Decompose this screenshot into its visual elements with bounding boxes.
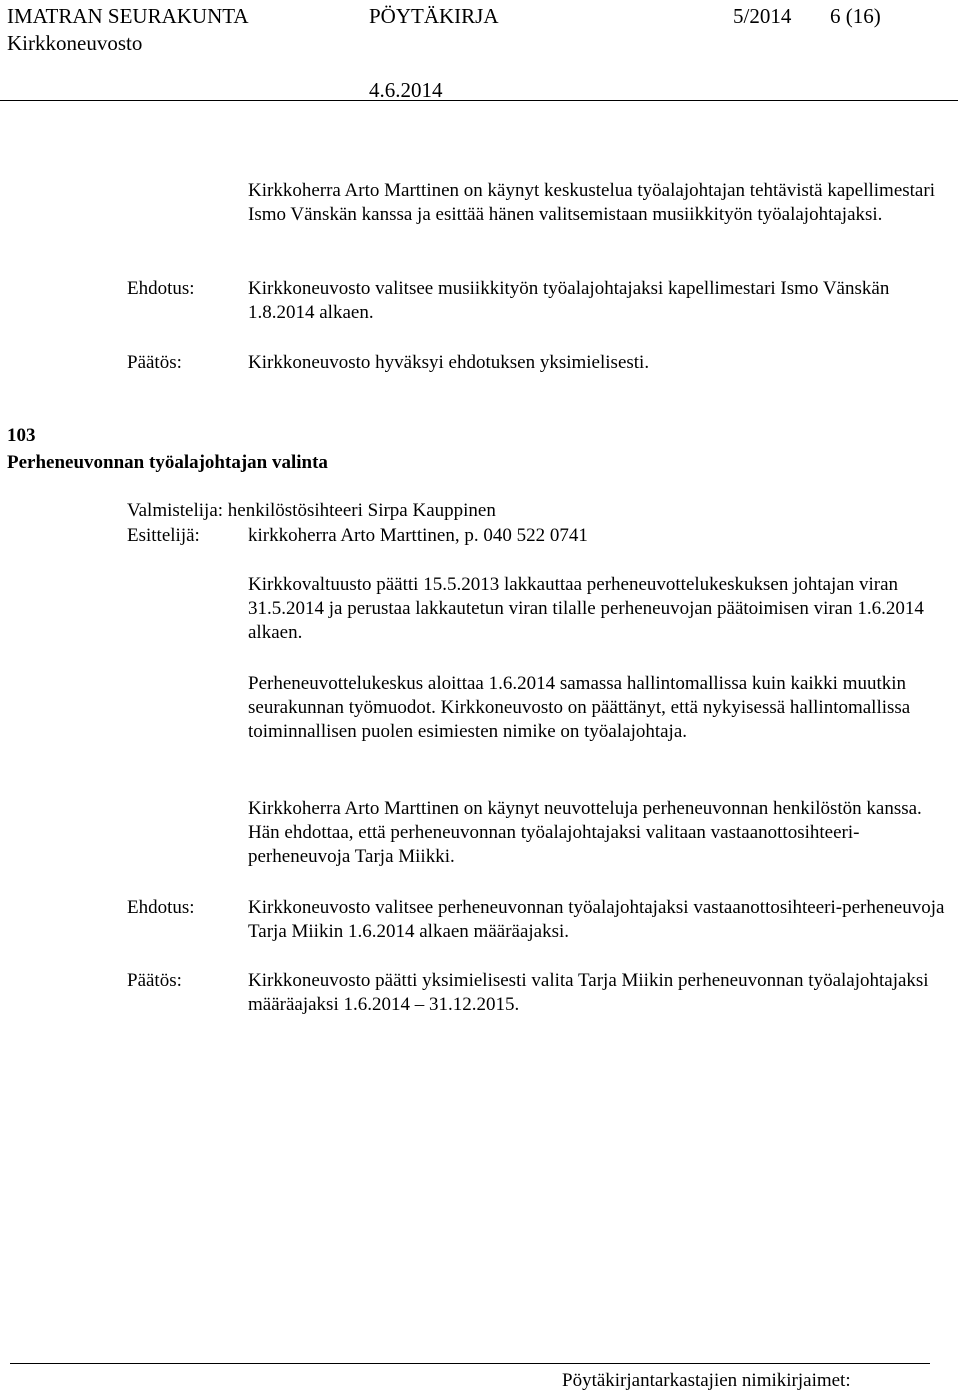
header-divider xyxy=(0,100,958,101)
prev-decision-text: Kirkkoneuvosto hyväksyi ehdotuksen yksimielisesti. xyxy=(248,352,650,373)
proposal-label: Ehdotus: xyxy=(127,897,195,918)
header-date: 4.6.2014 xyxy=(369,78,443,102)
header-org: IMATRAN SEURAKUNTA xyxy=(7,4,249,28)
header-body: Kirkkoneuvosto xyxy=(7,31,143,55)
signature-line xyxy=(10,1363,930,1364)
presenter-label: Esittelijä: xyxy=(127,525,200,546)
header-doc-number: 5/2014 xyxy=(733,4,792,28)
paragraph-2: Perheneuvottelukeskus aloittaa 1.6.2014 samassa hallintomallissa kuin kaikki muutkin seurakunnan työmuodot. Kirkkoneuvosto on päättänyt, että nykyisessä hallintomallissa toiminnallisen puolen esimiesten nimike on työalajohtaja. xyxy=(248,673,911,742)
preparer-line: Valmistelija: henkilöstösihteeri Sirpa Kauppinen xyxy=(127,500,496,521)
header-page-number: 6 (16) xyxy=(830,4,881,28)
prev-proposal-label: Ehdotus: xyxy=(127,278,195,299)
header-doc-type: PÖYTÄKIRJA xyxy=(369,4,499,28)
prev-intro-paragraph: Kirkkoherra Arto Marttinen on käynyt keskustelua työalajohtajan tehtävistä kapellimestari Ismo Vänskän kanssa ja esittää hänen valitsemistaan musiikkityön työalajohtajaksi. xyxy=(248,180,935,225)
presenter-line xyxy=(127,524,588,548)
prev-decision-label: Päätös: xyxy=(127,352,182,373)
section-number: 103 xyxy=(7,425,36,446)
decision-text: Kirkkoneuvosto päätti yksimielisesti valita Tarja Miikin perheneuvonnan työalajohtajaksi määräajaksi 1.6.2014 – 31.12.2015. xyxy=(248,970,929,1015)
paragraph-1: Kirkkovaltuusto päätti 15.5.2013 lakkauttaa perheneuvottelukeskuksen johtajan viran 31.5.2014 ja perustaa lakkautetun viran tilalle perheneuvojan päätoimisen viran 1.6.2014 alkaen. xyxy=(248,574,924,643)
section-title: Perheneuvonnan työalajohtajan valinta xyxy=(7,452,328,473)
proposal-text: Kirkkoneuvosto valitsee perheneuvonnan työalajohtajaksi vastaanottosihteeri-perheneuvoja Tarja Miikin 1.6.2014 alkaen määräajaksi. xyxy=(248,897,945,942)
signature-label: Pöytäkirjantarkastajien nimikirjaimet: xyxy=(562,1370,851,1391)
decision-label: Päätös: xyxy=(127,970,182,991)
prev-proposal-text: Kirkkoneuvosto valitsee musiikkityön työalajohtajaksi kapellimestari Ismo Vänskän 1.8.2014 alkaen. xyxy=(248,278,890,323)
presenter-value: kirkkoherra Arto Marttinen, p. 040 522 0741 xyxy=(248,525,588,546)
paragraph-3: Kirkkoherra Arto Marttinen on käynyt neuvotteluja perheneuvonnan henkilöstön kanssa. Hän ehdottaa, että perheneuvonnan työalajohtajaksi valitaan vastaanottosihteeri-perheneuvoja Tarja Miikki. xyxy=(248,798,922,867)
